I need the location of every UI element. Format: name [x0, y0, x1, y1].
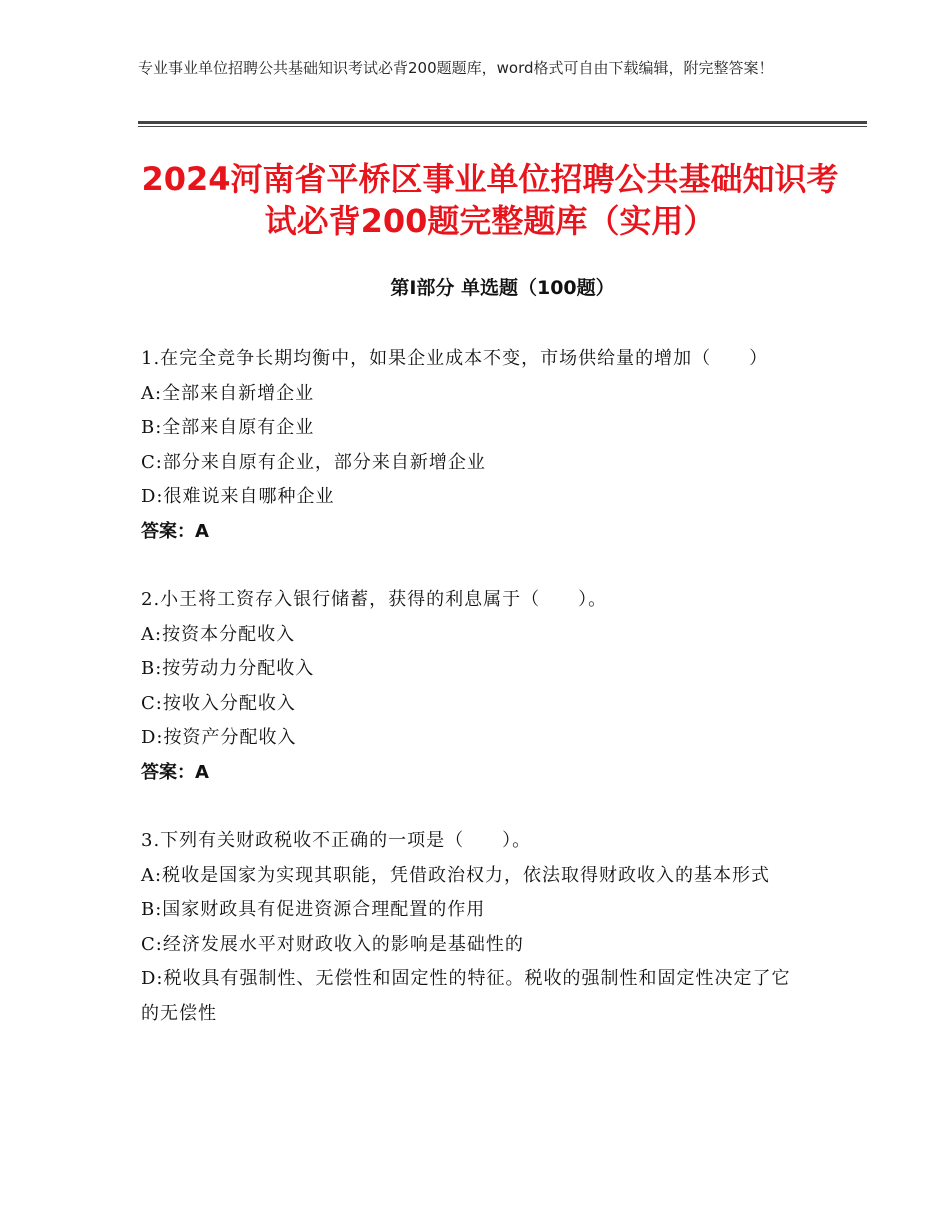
option-c: C:部分来自原有企业，部分来自新增企业	[141, 451, 486, 473]
header-rule-thin	[138, 126, 867, 127]
option-a: A:按资本分配收入	[141, 623, 296, 645]
option-b: B:国家财政具有促进资源合理配置的作用	[141, 899, 486, 920]
option-a: A:税收是国家为实现其职能，凭借政治权力，依法取得财政收入的基本形式	[141, 864, 771, 886]
document-title: 2024河南省平桥区事业单位招聘公共基础知识考试必背200题完整题库（实用）	[141, 160, 839, 240]
answer-label: 答案：A	[141, 520, 209, 542]
header-rule-thick	[138, 121, 867, 124]
question-stem: 3.下列有关财政税收不正确的一项是（ ）。	[141, 830, 532, 851]
question-stem: 2.小王将工资存入银行储蓄，获得的利息属于（ ）。	[141, 589, 608, 610]
option-b: B:按劳动力分配收入	[141, 658, 315, 679]
option-c: C:经济发展水平对财政收入的影响是基础性的	[141, 933, 524, 955]
question-list	[141, 342, 809, 1065]
option-d: D:税收具有强制性、无偿性和固定性的特征。税收的强制性和固定性决定了它的无偿性	[141, 968, 791, 1024]
question-item	[141, 824, 809, 1031]
option-d: D:按资产分配收入	[141, 727, 297, 748]
option-a: A:全部来自新增企业	[141, 382, 315, 404]
question-stem: 1.在完全竞争长期均衡中，如果企业成本不变，市场供给量的增加（ ）	[141, 348, 769, 369]
option-b: B:全部来自原有企业	[141, 417, 315, 438]
question-item	[141, 583, 809, 790]
section-title: 第Ⅰ部分 单选题（100题）	[390, 277, 615, 299]
header-note: 专业事业单位招聘公共基础知识考试必背200题题库，word格式可自由下载编辑，附完整答案！	[138, 59, 774, 77]
answer-label: 答案：A	[141, 761, 209, 783]
question-item	[141, 342, 809, 549]
option-c: C:按收入分配收入	[141, 692, 296, 714]
option-d: D:很难说来自哪种企业	[141, 486, 335, 507]
